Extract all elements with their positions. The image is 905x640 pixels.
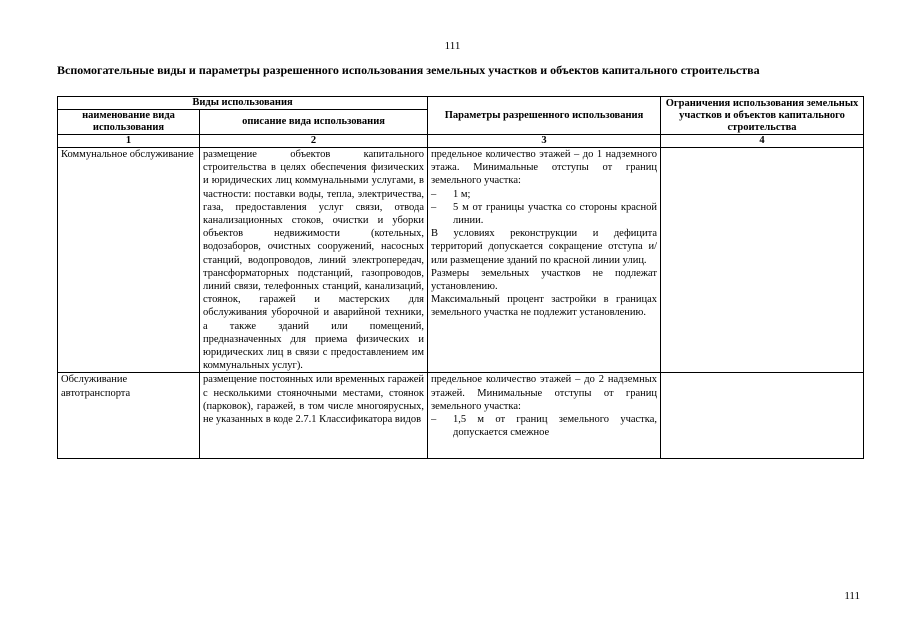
usage-type-name: Обслуживание автотранспорта (58, 373, 200, 459)
column-number: 3 (428, 135, 661, 148)
parameters-intro: предельное количество этажей – до 1 надземного этажа. Минимальные отступы от границ земельного участка: (431, 149, 658, 187)
parameters-intro: предельное количество этажей – до 2 надземных этажей. Минимальные отступы от границ земельного участка: (431, 374, 658, 412)
document-title: Вспомогательные виды и параметры разрешенного использования земельных участков и объектов капитального строительства (57, 63, 760, 77)
usage-parameters (428, 148, 661, 373)
column-number: 1 (58, 135, 200, 148)
restrictions-header: Ограничения использования земельных участков и объектов капитального строительства (661, 97, 864, 135)
column-number: 2 (200, 135, 428, 148)
table-row (58, 148, 864, 373)
list-item-text: 5 м от границы участка со стороны красной линии. (453, 201, 658, 227)
parameters-header: Параметры разрешенного использования (428, 97, 661, 135)
usage-type-description: размещение постоянных или временных гаражей с несколькими стояночными местами, стоянок (парковок), гаражей, в том числе многоярусных, не указанных в коде 2.7.1 Классификатора видов (203, 374, 425, 426)
usage-types-header: Виды использования (58, 97, 428, 110)
usage-type-description: размещение объектов капитального строительства в целях обеспечения физических и юридических лиц коммунальными услугами, в частности: поставки воды, тепла, электричества, газа, предоставления услуг связи, отвода канализационных стоков, очистки и уборки объектов недвижимости (котельных, водозаборов, очистных сооружений, насосных станций, водопроводов, линий электропередач, трансформаторных подстанций, газопроводов, линий связи, телефонных станций, канализаций, стоянок, гаражей и мастерских для обслуживания уборочной и аварийной техники, а также зданий или помещений, предназначенных для приема физических и юридических лиц в связи с предоставлением им коммунальных услуг). (200, 148, 428, 373)
usage-parameters (428, 373, 661, 459)
usage-restrictions (661, 148, 864, 373)
parameters-paragraph: Размеры земельных участков не подлежат установлению. (431, 267, 658, 293)
land-use-table (57, 96, 864, 459)
list-item-text: 1,5 м от границ земельного участка, допускается смежное (453, 414, 658, 439)
usage-type-description-cell (200, 373, 428, 459)
parameters-paragraph: Максимальный процент застройки в границах земельного участка не подлежит установлению. (431, 294, 658, 319)
type-description-header: описание вида использования (200, 110, 428, 135)
page-number-bottom: 111 (844, 590, 860, 602)
table-row (58, 373, 864, 459)
usage-restrictions (661, 373, 864, 459)
type-name-header: наименование вида использования (58, 110, 200, 135)
parameters-list-item: – 1,5 м от границ земельного участка, допускается смежное (431, 414, 658, 439)
parameters-list-item: – 1 м; (431, 188, 471, 200)
column-number: 4 (661, 135, 864, 148)
page-number-top: 111 (444, 40, 461, 52)
parameters-list-item: – 5 м от границы участка со стороны красной линии. (431, 201, 658, 227)
list-item-text: 1 м; (453, 188, 471, 200)
column-number-row (58, 135, 864, 148)
table-header-row-1 (58, 97, 864, 110)
parameters-paragraph: В условиях реконструкции и дефицита территорий допускается сокращение отступа и/или размещение зданий по красной линии улиц. (431, 228, 658, 266)
usage-type-name: Коммунальное обслуживание (58, 148, 200, 373)
